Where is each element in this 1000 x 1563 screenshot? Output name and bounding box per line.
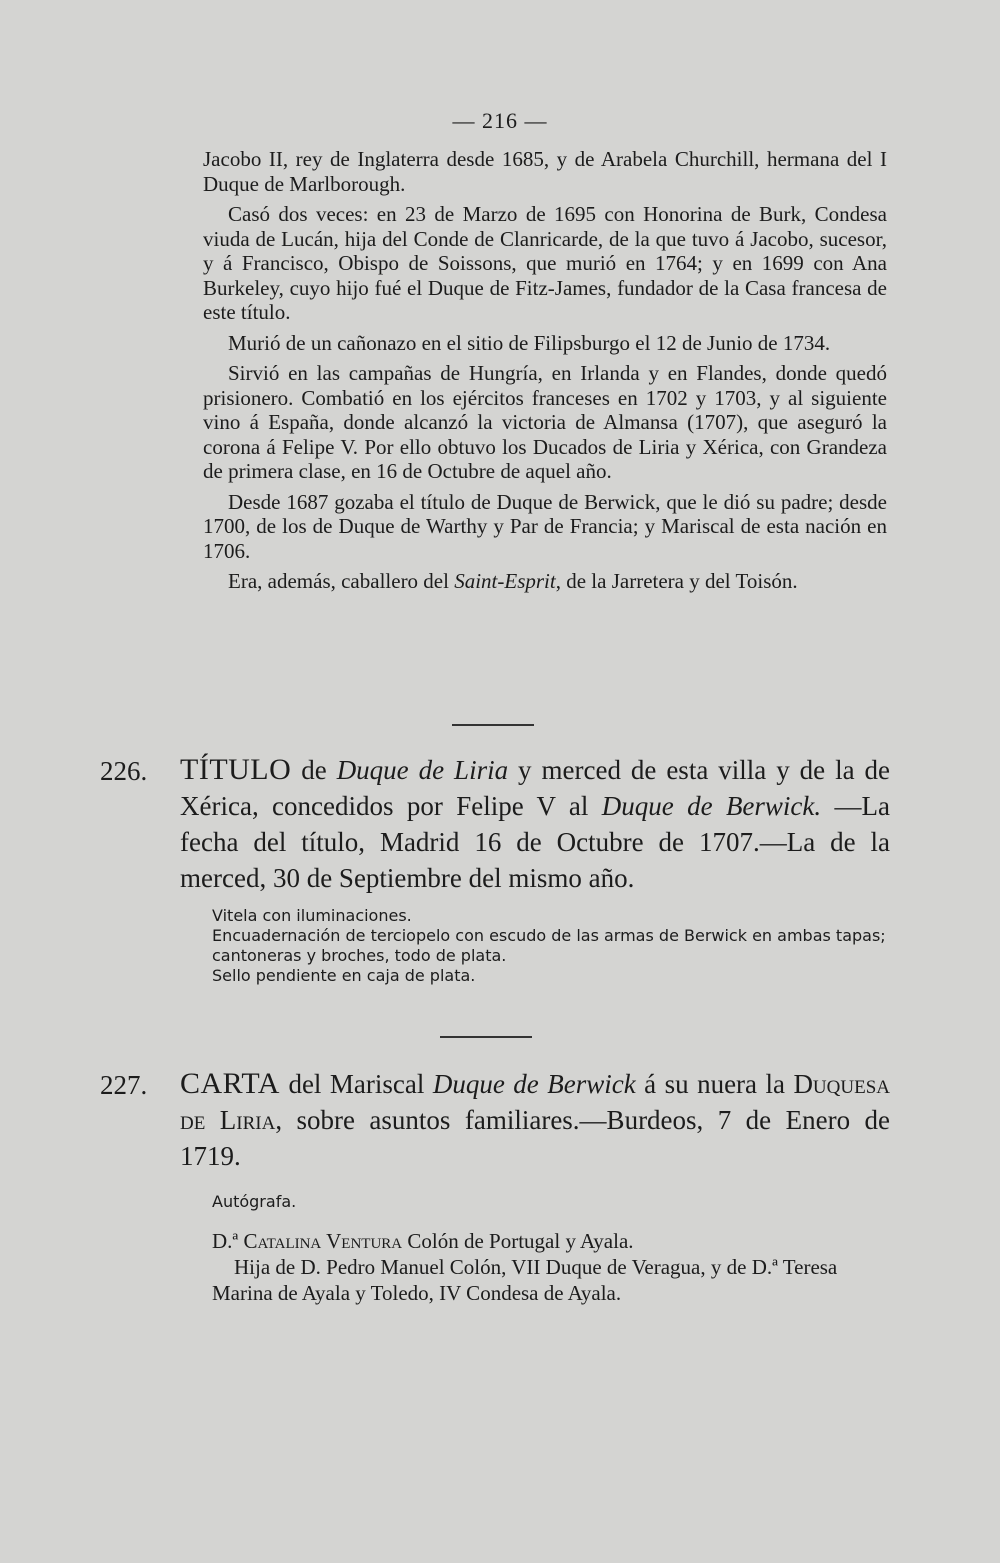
catalog-entry-226: [100, 752, 890, 986]
entry-notes: [212, 1192, 890, 1212]
catalog-entry-227: [100, 1066, 890, 1306]
bio-paragraph: Casó dos veces: en 23 de Marzo de 1695 con Honorina de Burk, Condesa viuda de Lucán, hija del Conde de Clanricarde, de la que tuvo á Jacobo, sucesor, y á Francisco, Obispo de Soissons, que murió en 1764; y en 1699 con Ana Burkeley, cuyo hijo fué el Duque de Fitz-James, fundador de la Casa francesa de este título.: [203, 202, 887, 324]
section-divider: [452, 724, 534, 726]
entry-notes: [212, 906, 890, 986]
italic-order-name: Saint-Esprit: [454, 569, 556, 593]
bio-paragraph: Desde 1687 gozaba el título de Duque de Berwick, que le dió su padre; desde 1700, de los de Duque de Warthy y Par de Francia; y Mariscal de esta nación en 1706.: [203, 489, 887, 563]
bio-paragraph: Sirvió en las campañas de Hungría, en Irlanda y en Flandes, donde quedó prisionero. Combatió en los ejércitos franceses en 1702 y 1703, y al siguiente vino á España, donde alcanzó la victoria de Almansa (1707), que aseguró la corona á Felipe V. Por ello obtuvo los Ducados de Liria y Xérica, con Grandeza de primera clase, en 16 de Octubre de aquel año.: [203, 361, 887, 483]
entry-keyword: CARTA: [180, 1067, 280, 1100]
page-number: — 216 —: [452, 108, 548, 133]
addressee-name: D.ª Catalina Ventura Colón de Portugal y Ayala.: [212, 1229, 634, 1253]
note-line: Vitela con iluminaciones.: [212, 906, 412, 925]
bio-paragraph-last: Era, además, caballero del Saint-Esprit, de la Jarretera y del Toisón.: [228, 569, 798, 593]
biography-section: [203, 147, 887, 600]
entry-title: TÍTULO de Duque de Liria y merced de esta villa y de la de Xérica, concedidos por Felipe V al Duque de Berwick. —La fecha del título, Madrid 16 de Octubre de 1707.—La de la merced, 30 de Septiembre del mismo año.: [180, 753, 890, 893]
addressee-parentage: Hija de D. Pedro Manuel Colón, VII Duque de Veragua, y de D.ª Teresa Marina de Ayala y Toledo, IV Condesa de Ayala.: [212, 1255, 838, 1305]
entry-number: 226.: [100, 756, 148, 786]
bio-paragraph: Murió de un cañonazo en el sitio de Filipsburgo el 12 de Junio de 1734.: [228, 330, 831, 355]
note-line: Autógrafa.: [212, 1192, 297, 1211]
addressee-block: [212, 1228, 890, 1306]
entry-number: 227.: [100, 1070, 148, 1100]
bio-paragraph: Jacobo II, rey de Inglaterra desde 1685, y de Arabela Churchill, hermana del I Duque de Marlborough.: [203, 147, 887, 196]
entry-keyword: TÍTULO: [180, 753, 292, 786]
section-divider: [440, 1036, 532, 1038]
note-line: Sello pendiente en caja de plata.: [212, 966, 476, 985]
note-line: Encuadernación de terciopelo con escudo de las armas de Berwick en ambas tapas; cantoneras y broches, todo de plata.: [212, 926, 886, 965]
entry-title: CARTA del Mariscal Duque de Berwick á su nuera la Duquesa de Liria, sobre asuntos familiares.—Burdeos, 7 de Enero de 1719.: [180, 1067, 890, 1171]
